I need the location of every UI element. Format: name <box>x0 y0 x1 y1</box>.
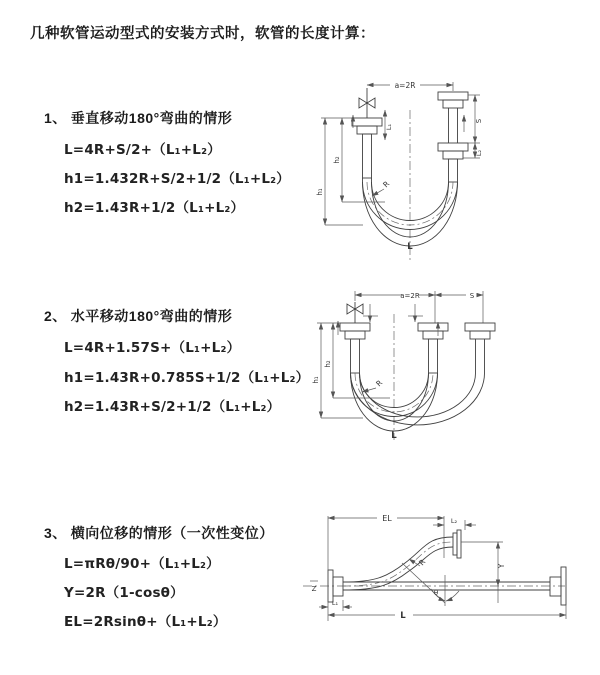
diagram-lateral-displacement <box>295 503 600 648</box>
dim-y <box>461 542 506 603</box>
section-3-heading <box>44 523 274 543</box>
dim-label-el: EL <box>382 514 392 523</box>
dim-label-theta: θ <box>433 589 439 597</box>
dim-a2r <box>355 291 483 323</box>
right-flange-fitting <box>465 323 495 373</box>
dim-l2 <box>433 517 476 530</box>
dim-label-l1: L₁ <box>331 599 339 607</box>
section-1-formula-L: L=4R+S/2+（L₁+L₂） <box>64 142 221 158</box>
dim-label-s: S <box>475 118 483 124</box>
dim-l2 <box>463 143 483 158</box>
dim-s <box>435 292 483 300</box>
section-1-title: 垂直移动180°弯曲的情形 <box>70 110 233 126</box>
dim-l1 <box>385 110 393 140</box>
section-3-title: 横向位移的情形（一次性变位） <box>70 525 274 541</box>
dim-label-r: R <box>416 557 428 568</box>
section-1-formula-h1: h1=1.432R+S/2+1/2（L₁+L₂） <box>64 171 290 187</box>
left-flange-fitting <box>340 323 370 373</box>
diagram-horizontal-180-bend <box>305 278 595 453</box>
section-3-number: 3、 <box>44 525 67 541</box>
dim-label-r: R <box>374 378 385 389</box>
section-3-formula-EL: EL=2Rsinθ+（L₁+L₂） <box>64 614 227 630</box>
dim-label-l2: L₂ <box>450 517 458 525</box>
section-2-heading <box>44 306 232 326</box>
valve-icon <box>359 88 375 118</box>
dim-label-a2r: a=2R <box>394 81 416 90</box>
right-flange-fitting-lower <box>438 143 468 182</box>
section-1-formula-h2: h2=1.43R+1/2（L₁+L₂） <box>64 200 245 216</box>
diagram-vertical-180-bend <box>305 70 595 265</box>
dim-s <box>468 95 483 143</box>
section-1-heading <box>44 108 232 128</box>
dim-label-l: L <box>407 242 413 252</box>
upper-flange-fitting <box>453 530 461 558</box>
right-flange-fitting-upper <box>438 92 468 143</box>
dim-label-l2: L₂ <box>475 149 483 157</box>
dim-label-l: L <box>400 611 406 621</box>
dim-label-z: Z <box>311 585 317 593</box>
section-2-formula-h2: h2=1.43R+S/2+1/2（L₁+L₂） <box>64 399 281 415</box>
datum-z-mark <box>310 581 318 593</box>
hose-u-bend <box>351 373 485 431</box>
dim-l1 <box>319 599 352 611</box>
section-3-formula-L: L=πRθ/90+（L₁+L₂） <box>64 556 220 572</box>
dim-label-h1: h₁ <box>312 376 320 384</box>
left-flange-fitting <box>352 118 382 182</box>
valve-icon <box>347 302 363 323</box>
middle-flange-fitting <box>418 323 448 373</box>
section-2-number: 2、 <box>44 308 67 324</box>
dim-label-l1: L₁ <box>385 123 393 131</box>
dim-label-y: Y <box>497 563 506 569</box>
section-1-number: 1、 <box>44 110 67 126</box>
dim-label-l: L <box>391 431 397 441</box>
section-2-formula-L: L=4R+1.57S+（L₁+L₂） <box>64 340 241 356</box>
dim-el <box>328 514 444 621</box>
dim-label-a2r: a=2R <box>400 292 420 300</box>
dim-h1 <box>312 323 363 418</box>
dim-h1 <box>316 118 363 225</box>
radius-callout <box>362 378 384 392</box>
page-title: 几种软管运动型式的安装方式时，软管的长度计算： <box>30 26 375 42</box>
section-2-title: 水平移动180°弯曲的情形 <box>70 308 233 324</box>
dim-label-h2: h₂ <box>333 156 341 164</box>
dim-l <box>328 605 566 621</box>
dim-label-h1: h₁ <box>316 188 324 196</box>
dim-a2r <box>367 81 453 91</box>
section-2-formula-h1: h1=1.43R+0.785S+1/2（L₁+L₂） <box>64 370 310 386</box>
dim-label-s: S <box>469 292 475 300</box>
dim-label-r: R <box>381 179 392 190</box>
dim-label-h2: h₂ <box>324 360 332 368</box>
radius-callout <box>372 179 391 196</box>
section-3-formula-Y: Y=2R（1-cosθ） <box>64 585 184 601</box>
